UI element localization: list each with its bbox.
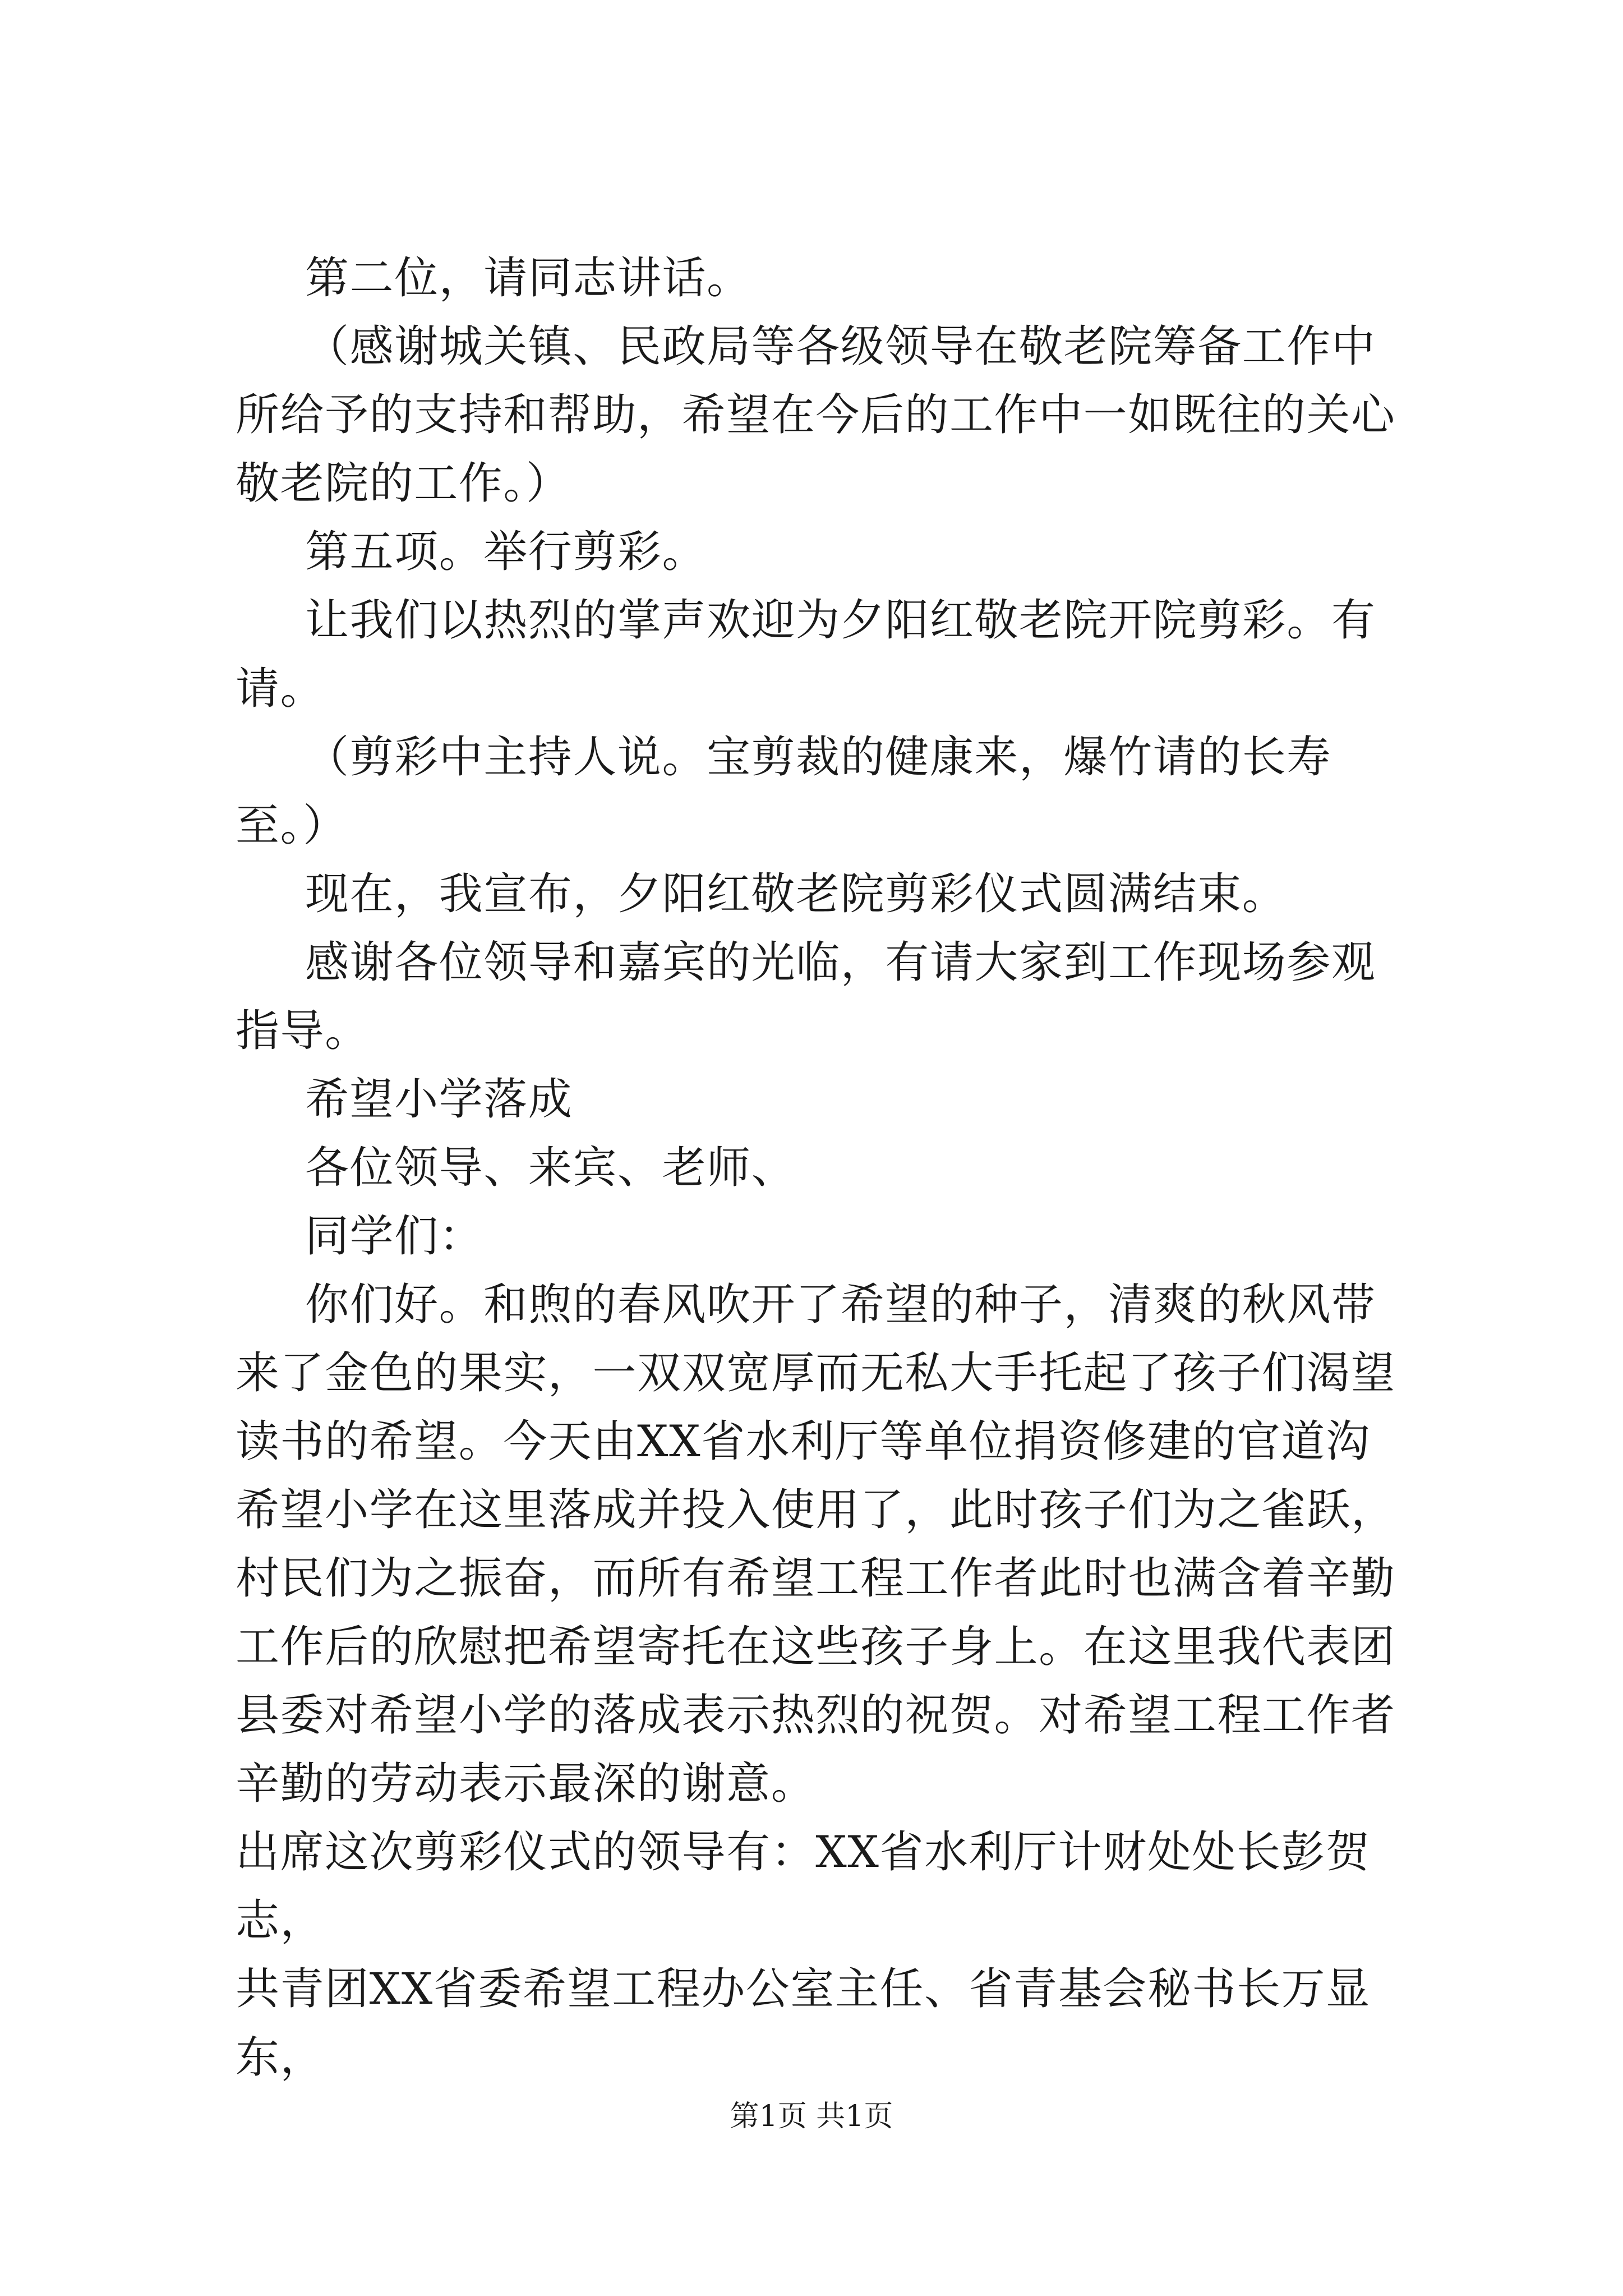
document-body: [236, 244, 1413, 2092]
paragraph: （感谢城关镇、民政局等各级领导在敬老院筹备工作中所给予的支持和帮助，希望在今后的工作中一如既往的关心敬老院的工作。）: [236, 321, 1396, 509]
paragraph: 出席这次剪彩仪式的领导有：XX省水利厅计财处处长彭贺志，: [236, 1827, 1371, 1946]
paragraph: 第五项。举行剪彩。: [305, 527, 707, 577]
paragraph: （剪彩中主持人说。宝剪裁的健康来，爆竹请的长寿至。）: [236, 732, 1331, 851]
paragraph: 让我们以热烈的掌声欢迎为夕阳红敬老院开院剪彩。有请。: [236, 595, 1376, 714]
paragraph: 共青团XX省委希望工程办公室主任、省青基会秘书长万显东，: [236, 1964, 1371, 2083]
paragraph: 现在，我宣布，夕阳红敬老院剪彩仪式圆满结束。: [305, 869, 1287, 919]
paragraph: 第二位，请同志讲话。: [305, 253, 751, 303]
section-heading: 希望小学落成: [305, 1074, 573, 1125]
salutation: 各位领导、来宾、老师、: [305, 1143, 796, 1193]
salutation: 同学们：: [305, 1211, 484, 1262]
page-footer: [0, 2097, 1623, 2136]
page-number: 第1页 共1页: [730, 2100, 893, 2133]
paragraph: 你们好。和煦的春风吹开了希望的种子，清爽的秋风带来了金色的果实，一双双宽厚而无私大手托起了孩子们渴望读书的希望。今天由XX省水利厅等单位捐资修建的官道沟希望小学在这里落成并投入使用了，此时孩子们为之雀跃，村民们为之振奋，而所有希望工程工作者此时也满含着辛勤工作后的欣慰把希望寄托在这些孩子身上。在这里我代表团县委对希望小学的落成表示热烈的祝贺。对希望工程工作者辛勤的劳动表示最深的谢意。: [236, 1280, 1396, 1809]
paragraph: 感谢各位领导和嘉宾的光临，有请大家到工作现场参观指导。: [236, 937, 1376, 1056]
